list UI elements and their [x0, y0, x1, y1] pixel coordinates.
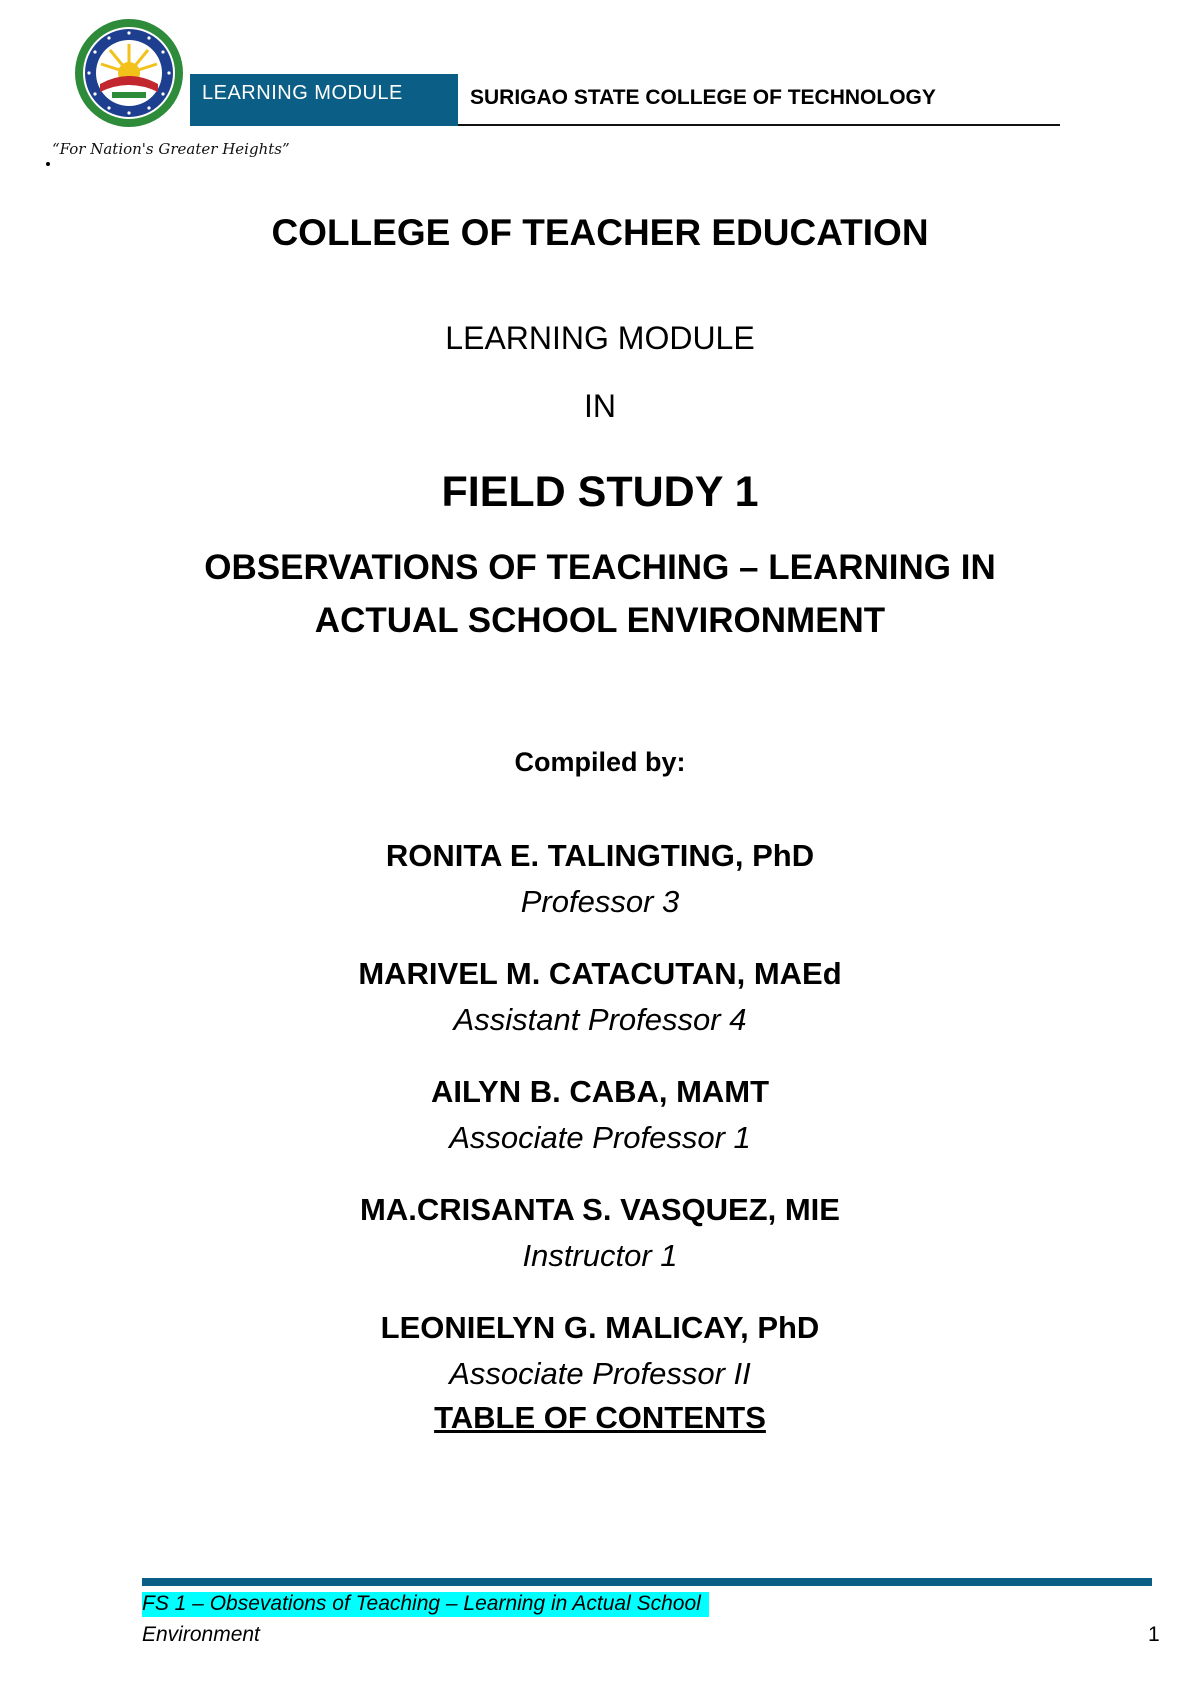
bullet-dot [46, 162, 50, 166]
table-of-contents-heading: TABLE OF CONTENTS [434, 1400, 766, 1435]
in-label: IN [584, 388, 616, 424]
module-label: LEARNING MODULE [445, 320, 755, 356]
footer-title-line-1: FS 1 – Obsevations of Teaching – Learning in Actual School [142, 1592, 709, 1617]
footer-title-line-2: Environment [142, 1623, 260, 1646]
learning-module-badge: LEARNING MODULE [190, 74, 458, 126]
header-divider [458, 124, 1060, 126]
author-name: RONITA E. TALINGTING, PhD [385, 838, 815, 873]
page-number: 1 [1148, 1623, 1160, 1646]
author-name: AILYN B. CABA, MAMT [430, 1074, 770, 1109]
institution-name: SURIGAO STATE COLLEGE OF TECHNOLOGY [470, 86, 936, 109]
compiled-by-label: Compiled by: [514, 747, 686, 777]
author-role: Associate Professor 1 [449, 1120, 751, 1155]
course-subtitle-line-2: ACTUAL SCHOOL ENVIRONMENT [314, 601, 886, 640]
author-name: MARIVEL M. CATACUTAN, MAEd [358, 956, 842, 991]
college-motto: “For Nation's Greater Heights” [52, 140, 290, 158]
course-title: FIELD STUDY 1 [441, 468, 759, 516]
course-subtitle-line-1: OBSERVATIONS OF TEACHING – LEARNING IN [204, 548, 996, 587]
author-name: LEONIELYN G. MALICAY, PhD [380, 1310, 820, 1345]
author-role: Associate Professor II [449, 1356, 751, 1391]
author-role: Professor 3 [520, 884, 680, 919]
college-title: COLLEGE OF TEACHER EDUCATION [271, 212, 929, 253]
author-name: MA.CRISANTA S. VASQUEZ, MIE [360, 1192, 840, 1227]
author-role: Assistant Professor 4 [453, 1002, 747, 1037]
footer-divider [142, 1578, 1152, 1586]
author-role: Instructor 1 [522, 1238, 678, 1273]
college-seal-icon [74, 18, 184, 128]
